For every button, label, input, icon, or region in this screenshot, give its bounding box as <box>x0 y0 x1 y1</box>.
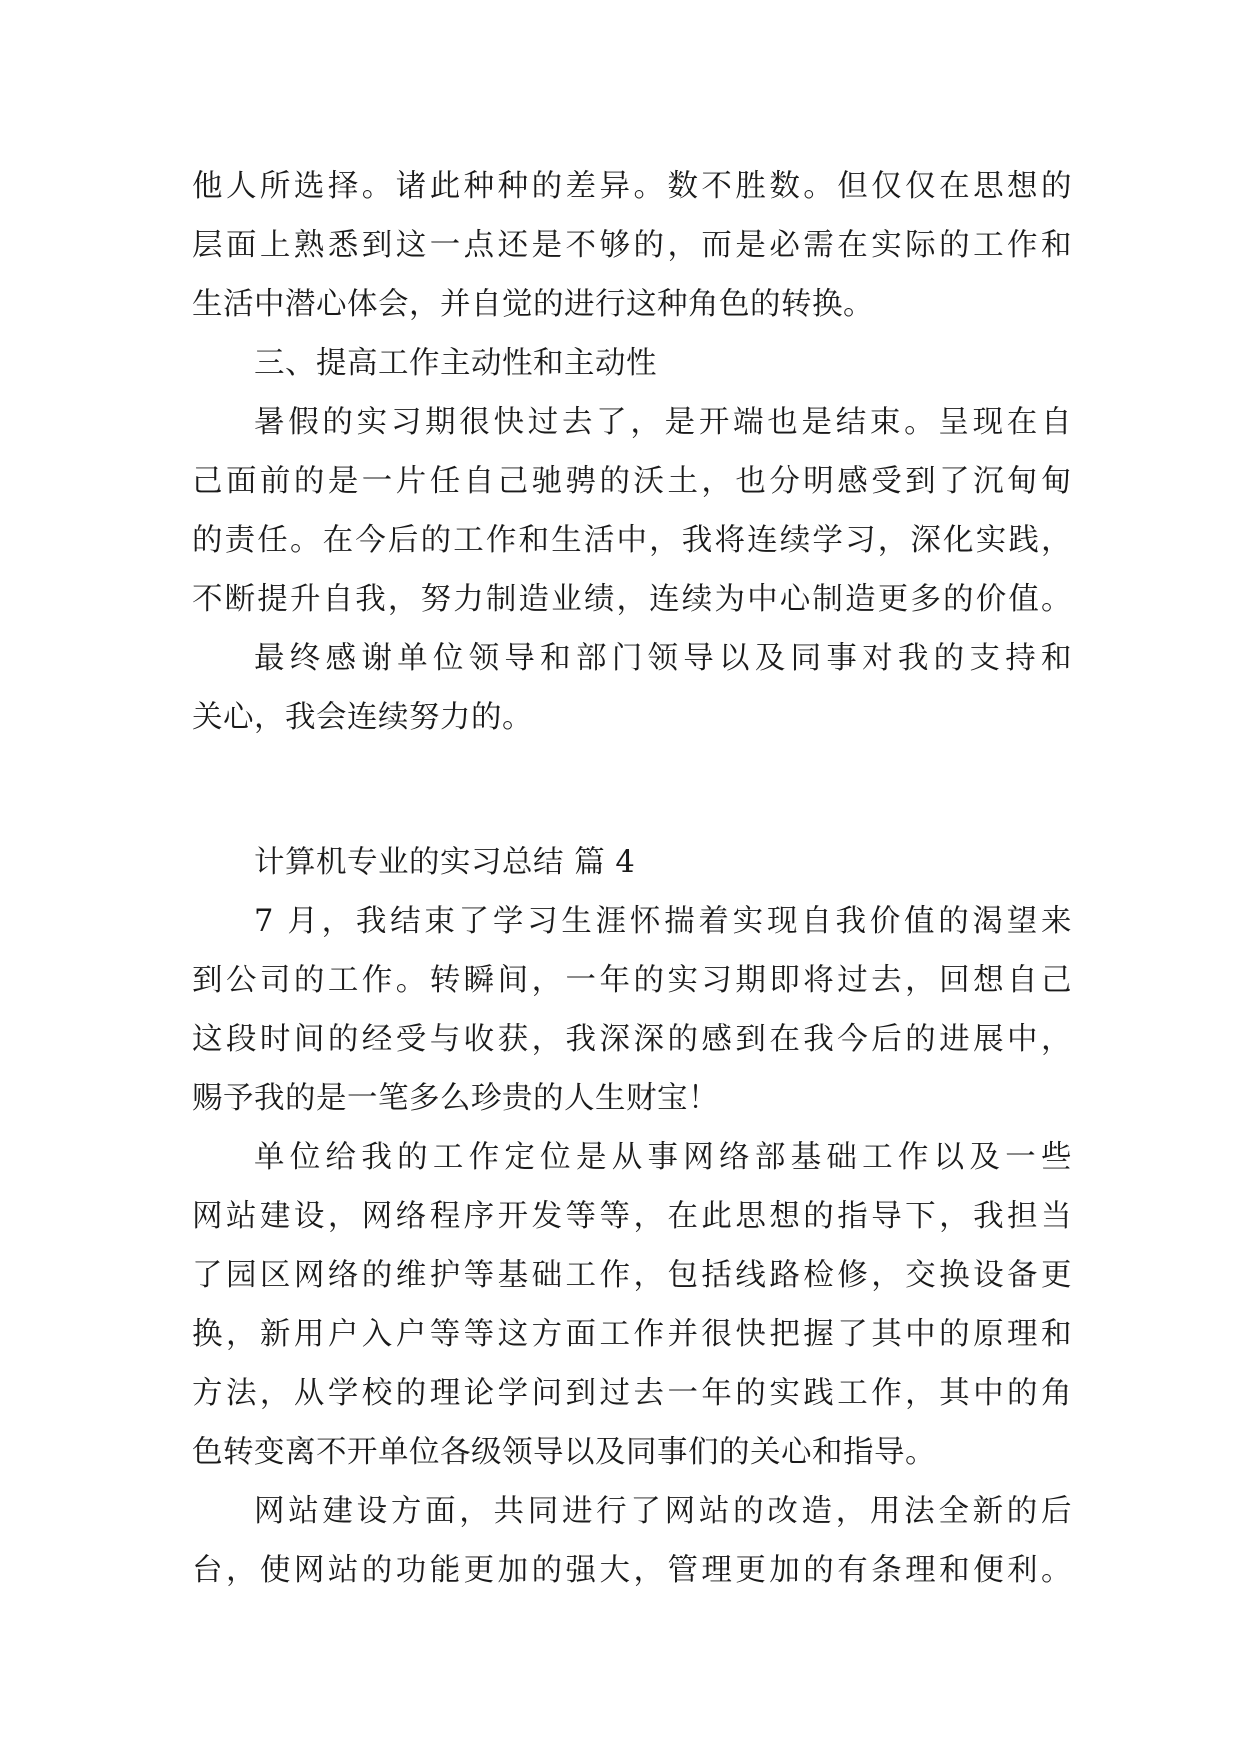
paragraph-line: 赐予我的是一笔多么珍贵的人生财宝！ <box>192 1081 719 1116</box>
paragraph-line: 最终感谢单位领导和部门领导以及同事对我的支持和 <box>254 641 1072 676</box>
paragraph-line: 的责任。在今后的工作和生活中，我将连续学习，深化实践， <box>192 523 1072 558</box>
paragraph-line: 他人所选择。诸此种种的差异。数不胜数。但仅仅在思想的 <box>192 169 1072 204</box>
paragraph-line: 暑假的实习期很快过去了，是开端也是结束。呈现在自 <box>254 405 1072 440</box>
paragraph-line: 色转变离不开单位各级领导以及同事们的关心和指导。 <box>192 1435 936 1470</box>
paragraph-line: 网站建设方面，共同进行了网站的改造，用法全新的后 <box>254 1494 1072 1529</box>
paragraph-line: 不断提升自我，努力制造业绩，连续为中心制造更多的价值。 <box>192 582 1072 617</box>
paragraph-line: 层面上熟悉到这一点还是不够的，而是必需在实际的工作和 <box>192 228 1072 263</box>
paragraph-line: 7 月，我结束了学习生涯怀揣着实现自我价值的渴望来 <box>254 904 1072 939</box>
paragraph-line: 到公司的工作。转瞬间，一年的实习期即将过去，回想自己 <box>192 963 1072 998</box>
section-heading: 三、提高工作主动性和主动性 <box>254 346 657 381</box>
paragraph-line: 己面前的是一片任自己驰骋的沃土，也分明感受到了沉甸甸 <box>192 464 1072 499</box>
paragraph-line: 方法，从学校的理论学问到过去一年的实践工作，其中的角 <box>192 1376 1072 1411</box>
paragraph-line: 了园区网络的维护等基础工作，包括线路检修，交换设备更 <box>192 1258 1072 1293</box>
document-body <box>192 157 1072 1600</box>
article-title: 计算机专业的实习总结 篇 4 <box>254 845 636 880</box>
paragraph-line: 台，使网站的功能更加的强大，管理更加的有条理和便利。 <box>192 1553 1072 1588</box>
paragraph-line: 网站建设，网络程序开发等等，在此思想的指导下，我担当 <box>192 1199 1072 1234</box>
paragraph-line: 单位给我的工作定位是从事网络部基础工作以及一些 <box>254 1140 1072 1175</box>
section-gap <box>192 747 1072 833</box>
paragraph-line: 这段时间的经受与收获，我深深的感到在我今后的进展中， <box>192 1022 1072 1057</box>
paragraph-line: 换，新用户入户等等这方面工作并很快把握了其中的原理和 <box>192 1317 1072 1352</box>
paragraph-line: 生活中潜心体会，并自觉的进行这种角色的转换。 <box>192 287 874 322</box>
paragraph-line: 关心，我会连续努力的。 <box>192 700 533 735</box>
